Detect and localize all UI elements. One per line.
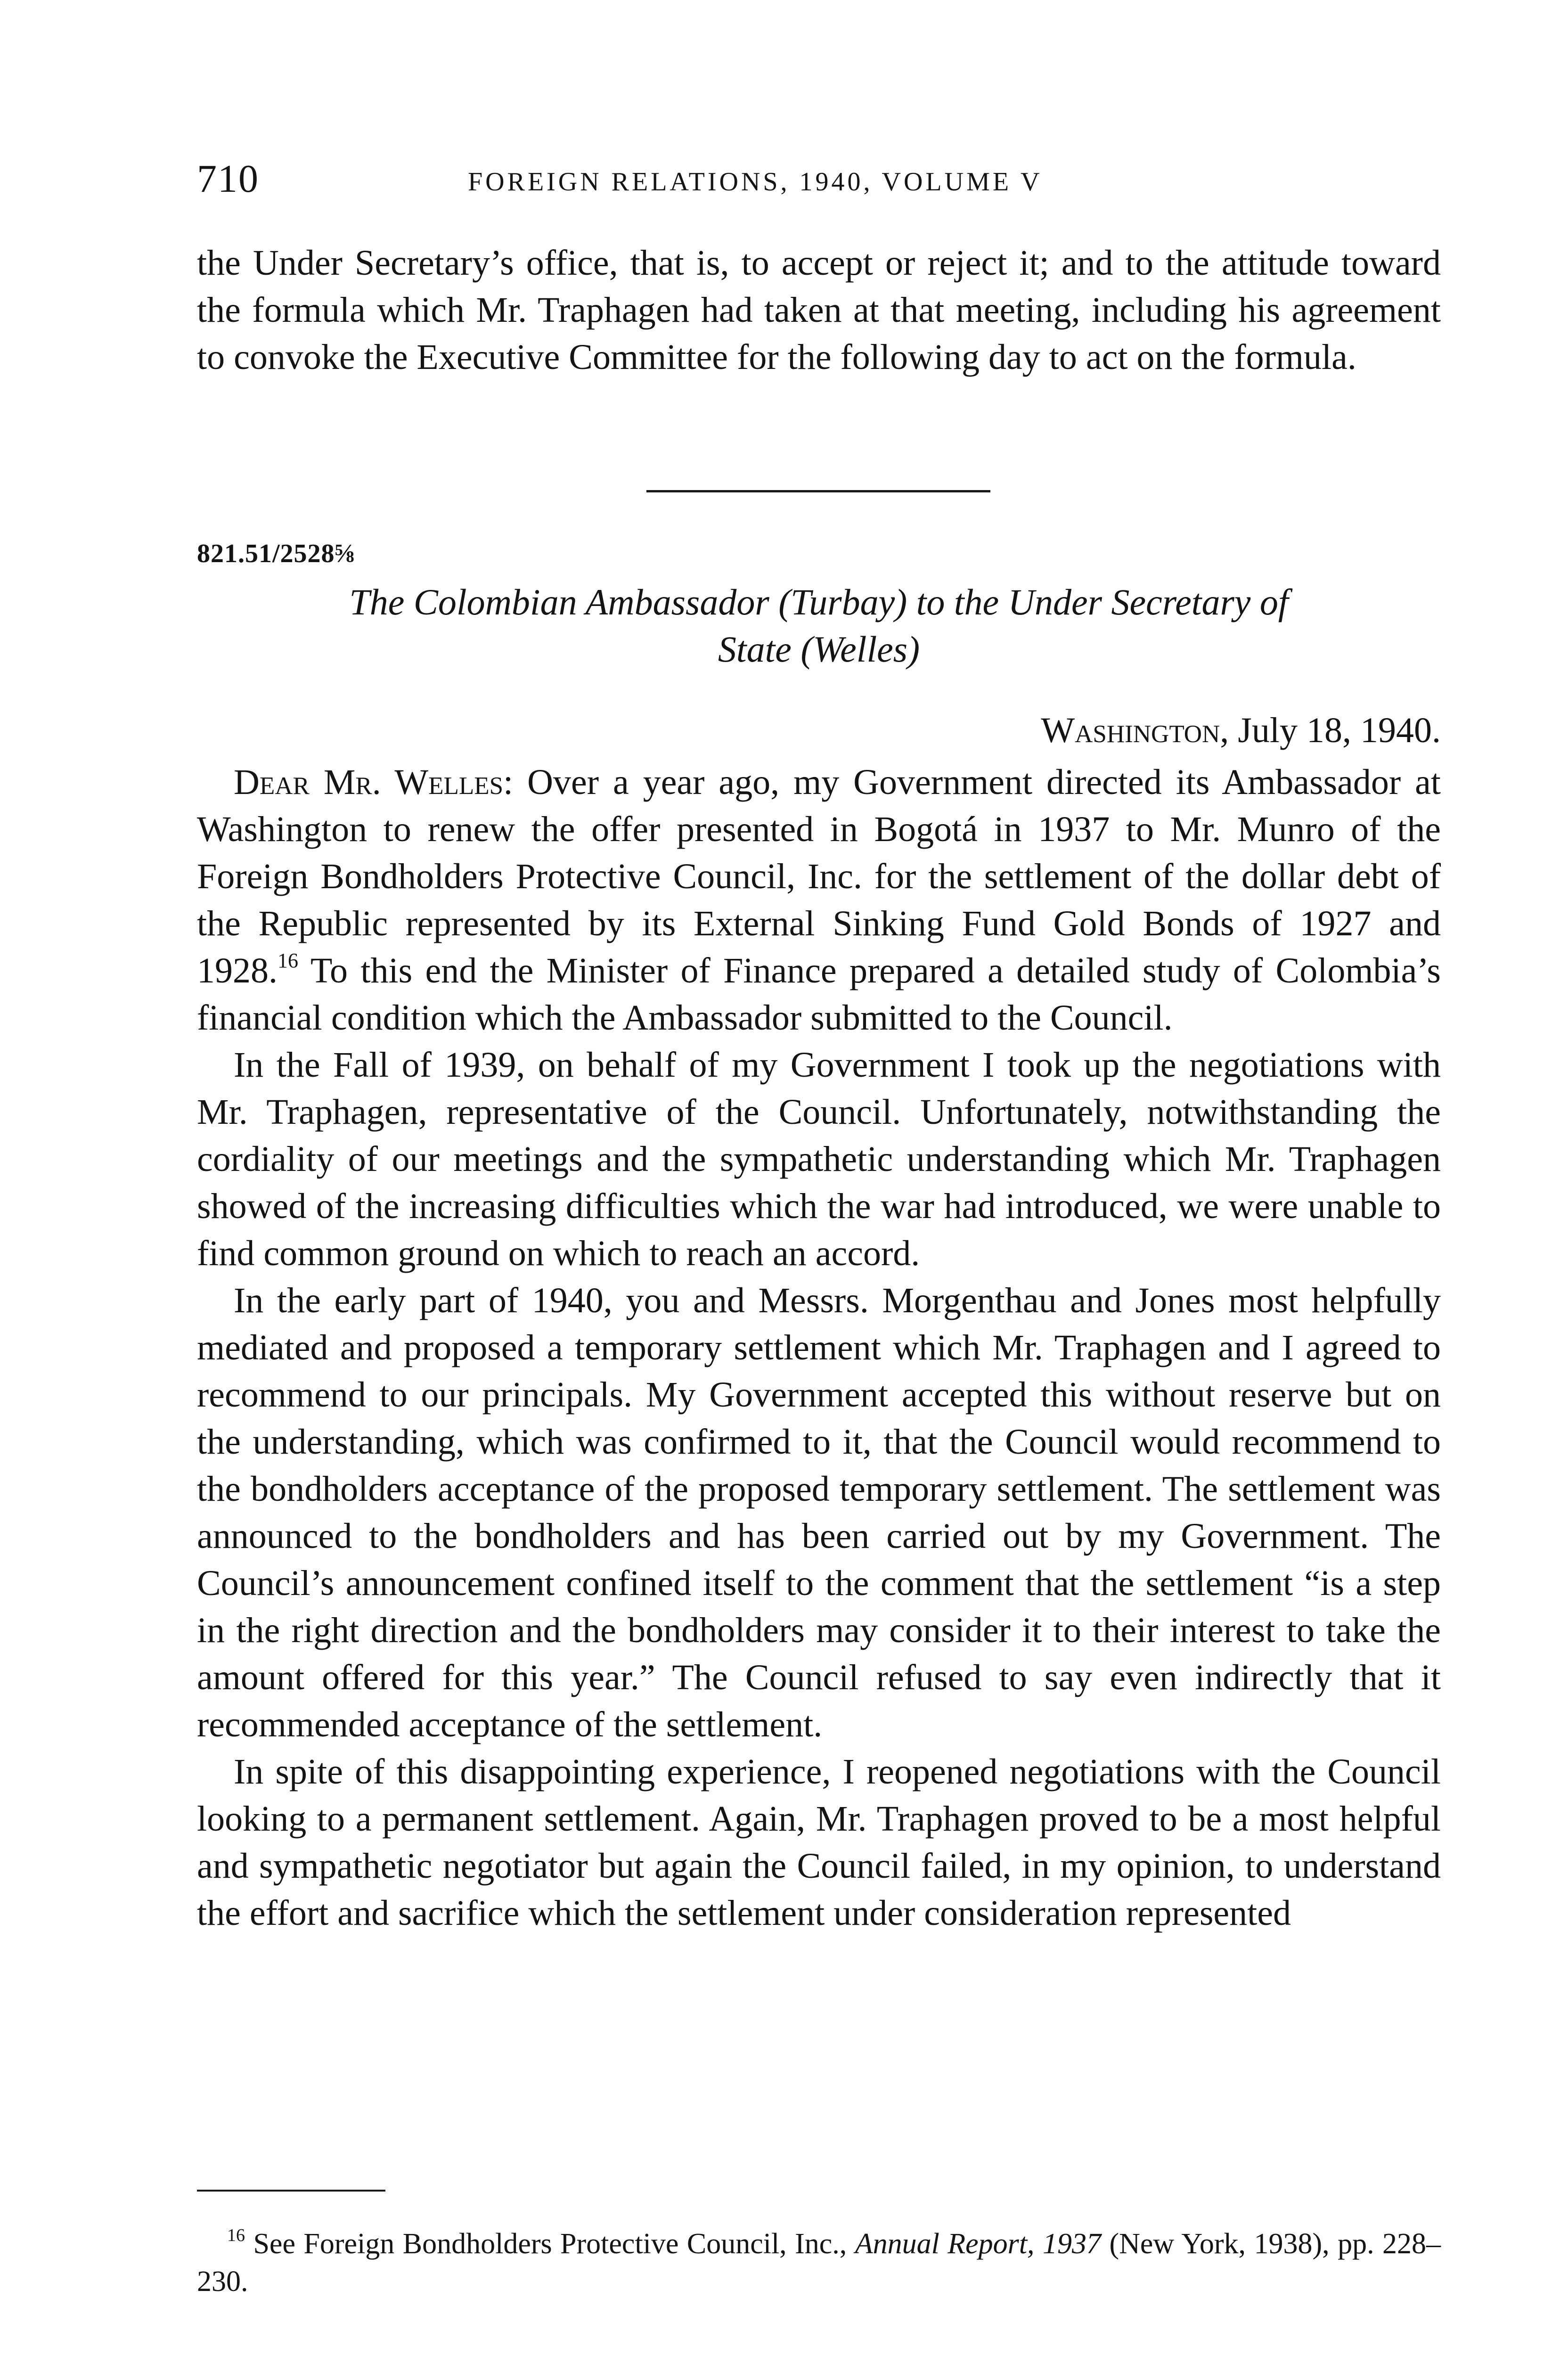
letter-body	[197, 759, 1441, 1937]
document-heading-line-2: State (Welles)	[718, 629, 920, 670]
running-title: FOREIGN RELATIONS, 1940, VOLUME V	[468, 167, 1043, 196]
document-heading	[197, 579, 1441, 673]
footnote-text-after: (New York, 1938), pp. 228–230.	[197, 2228, 1441, 2298]
running-head	[197, 155, 1441, 207]
page-number: 710	[197, 157, 259, 201]
paragraph-3: In the early part of 1940, you and Messrs. Morgenthau and Jones most helpfully mediated and proposed a temporary settlement which Mr. Traphagen and I agreed to recommend to our principals. My Government accepted this without reserve but on the understanding, which was confirmed to it, that the Council would recommend to the bondholders acceptance of the proposed temporary settlement. The settlement was announced to the bondholders and has been carried out by my Government. The Council’s announcement confined itself to the comment that the settlement “is a step in the right direction and the bondholders may consider it to their interest to take the amount offered for this year.” The Council refused to say even indirectly that it recommended acceptance of the settlement.	[197, 1281, 1441, 1744]
file-number: 821.51/2528⅝	[197, 539, 355, 568]
continuation-paragraph: the Under Secretary’s office, that is, to accept or reject it; and to the attitude toward the formula which Mr. Traphagen had taken at that meeting, including his agreement to convoke the Executive Committee for the following day to act on the formula.	[197, 243, 1441, 377]
paragraph-4: In spite of this disappointing experience, I reopened negotiations with the Council looking to a permanent settlement. Again, Mr. Traphagen proved to be a most helpful and sympathetic negotiator but again the Council failed, in my opinion, to understand the effort and sacrifice which the settlement under consideration represented	[197, 1752, 1441, 1933]
footnote-text-before: See Foreign Bondholders Protective Council, Inc.,	[253, 2228, 847, 2260]
footnote-ref: 16	[278, 949, 298, 972]
dateline	[1041, 707, 1441, 754]
dateline-place: Washington,	[1041, 711, 1229, 750]
paragraph-1-text: Over a year ago, my Government directed its Ambassador at Washington to renew the offer presented in Bogotá in 1937 to Mr. Munro of the Foreign Bondholders Protective Council, Inc. for the settlement of the dollar debt of the Republic represented by its External Sinking Fund Gold Bonds of 1927 and 1928.	[197, 762, 1441, 990]
footnote	[197, 2225, 1441, 2300]
section-divider	[646, 490, 990, 492]
paragraph-2: In the Fall of 1939, on behalf of my Government I took up the negotiations with Mr. Traphagen, representative of the Council. Unfortunately, notwithstanding the cordiality of our meetings and the sympathetic understanding which Mr. Traphagen showed of the increasing difficulties which the war had introduced, we were unable to find common ground on which to reach an accord.	[197, 1045, 1441, 1273]
salutation: Dear Mr. Welles:	[234, 762, 514, 802]
continuation-text	[197, 239, 1441, 381]
paragraph-1-tail: To this end the Minister of Finance prepared a detailed study of Colombia’s financial condition which the Ambassador submitted to the Council.	[197, 951, 1441, 1038]
footnote-title: Annual Report, 1937	[855, 2228, 1101, 2260]
footnote-number: 16	[227, 2225, 245, 2245]
dateline-date: July 18, 1940.	[1238, 711, 1441, 750]
paragraph-1	[197, 759, 1441, 1041]
document-heading-line-1: The Colombian Ambassador (Turbay) to the Under Secretary of	[349, 581, 1289, 622]
footnote-divider	[197, 2190, 385, 2192]
